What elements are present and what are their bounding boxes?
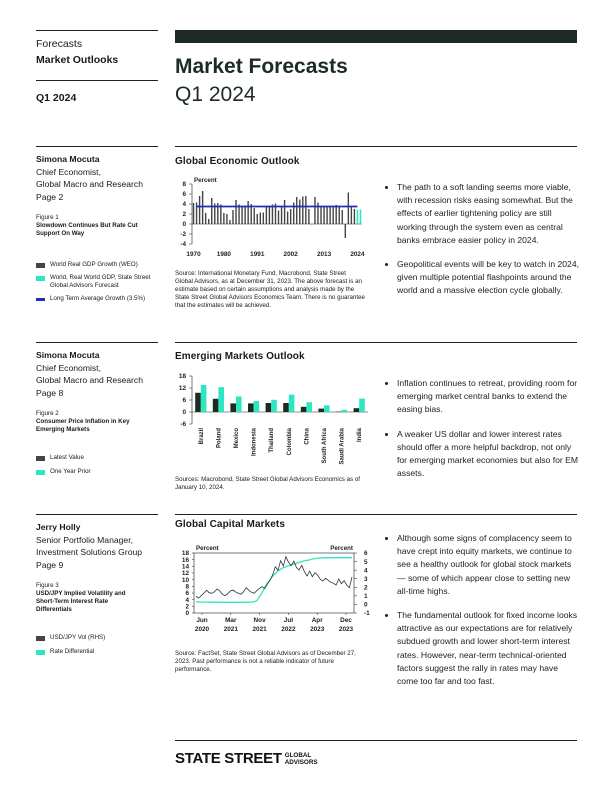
y-tick-label: 2 xyxy=(182,211,186,219)
y2-tick-label: 0 xyxy=(364,601,368,609)
y-tick-label: 2 xyxy=(185,603,189,611)
bar-world-gdp xyxy=(235,200,236,224)
bar-world-gdp xyxy=(302,197,303,225)
top-rule-left xyxy=(36,30,158,31)
y2-tick-label: 2 xyxy=(364,584,368,592)
x-tick-label: Indonesia xyxy=(251,428,258,457)
bar-world-gdp xyxy=(205,213,206,224)
page-ref: Page 9 xyxy=(36,559,64,570)
bar-world-gdp xyxy=(354,209,355,224)
y-tick-label: 18 xyxy=(178,373,186,381)
x-tick-label: 2023 xyxy=(310,626,325,633)
legend-label: Rate Differential xyxy=(50,648,95,655)
page-ref: Page 8 xyxy=(36,387,64,398)
bar-world-gdp xyxy=(326,206,327,224)
y-axis-label: Percent xyxy=(194,177,217,184)
y-axis-label: Percent xyxy=(196,545,219,552)
section3-bullets xyxy=(383,532,581,699)
author-group: Global Macro and Research xyxy=(36,375,143,385)
bar-world-gdp xyxy=(332,208,333,225)
legend-item xyxy=(36,468,161,476)
bar-world-gdp xyxy=(323,207,324,225)
section3-author-block xyxy=(36,521,166,571)
section-label: Forecasts xyxy=(36,38,83,50)
y2-tick-label: 6 xyxy=(364,550,368,558)
bar-world-gdp xyxy=(202,191,203,224)
x-tick-label: Jun xyxy=(196,617,208,624)
y-tick-label: 6 xyxy=(182,191,186,199)
line-usdjpy-vol xyxy=(196,557,352,598)
legend-item xyxy=(36,648,161,656)
bar-one-year-prior xyxy=(289,395,295,412)
legend-label: World Real GDP Growth (WEO) xyxy=(50,261,138,268)
figure2-legend xyxy=(36,454,161,476)
bar-world-gdp xyxy=(308,209,309,224)
bar-one-year-prior xyxy=(306,402,312,412)
legend-label: Long Term Average Growth (3.5%) xyxy=(50,295,146,302)
bar-world-gdp xyxy=(287,212,288,225)
bar-latest-value xyxy=(301,407,307,412)
bar-world-gdp xyxy=(232,210,233,224)
author-group: Investment Solutions Group xyxy=(36,547,143,557)
legend-swatch-teal xyxy=(36,650,45,655)
x-tick-label: 2013 xyxy=(316,251,332,258)
y-tick-label: 14 xyxy=(181,563,189,571)
y-tick-label: 18 xyxy=(181,550,189,558)
author-name: Simona Mocuta xyxy=(36,154,100,164)
y2-tick-label: -1 xyxy=(364,610,370,618)
bar-world-gdp xyxy=(244,206,245,225)
chart3-title: Global Capital Markets xyxy=(175,519,286,530)
chart1-source: Source: International Monetary Fund, Macrobond, State Street Global Advisors, as at December 31, 2023. The above forecast is an estimate based on certain assumptions and analysis made by the State Street Global Advisors Economics Team. There is no guarantee that the estimates will be achieved. xyxy=(175,270,365,309)
chart2-source: Sources: Macrobond, State Street Global Advisors Economics as of January 10, 2024. xyxy=(175,476,361,491)
x-tick-label: Mexico xyxy=(234,428,240,449)
bar-world-gdp xyxy=(229,220,230,224)
page-subtitle: Q1 2024 xyxy=(175,83,256,106)
bar-world-gdp xyxy=(226,214,227,224)
y2-tick-label: 4 xyxy=(364,567,368,575)
legend-label: World, Real World GDP, State Street Global Advisors Forecast xyxy=(50,274,151,289)
x-tick-label: Poland xyxy=(216,428,223,449)
section2-bullets xyxy=(383,377,581,491)
legend-item xyxy=(36,274,161,290)
page-title: Market Forecasts xyxy=(175,55,348,78)
x-tick-label: Saudi Arabia xyxy=(339,428,346,465)
outlook-label: Market Outlooks xyxy=(36,54,119,66)
bar-one-year-prior xyxy=(271,400,277,412)
bullet-item: • Inflation continues to retreat, providing room for emerging market central banks to extend the easing bias. xyxy=(397,377,581,417)
bar-latest-value xyxy=(318,409,324,412)
legend-label: One Year Prior xyxy=(50,468,91,475)
section2-rule-left xyxy=(36,342,158,343)
x-tick-label: 1991 xyxy=(250,251,265,258)
x-tick-label: India xyxy=(357,428,364,443)
rule-left-2 xyxy=(36,80,158,81)
bar-world-gdp xyxy=(299,200,300,225)
x-tick-label: Apr xyxy=(311,617,323,624)
bar-latest-value xyxy=(230,403,236,412)
x-tick-label: Mar xyxy=(225,617,237,624)
legend-swatch-teal xyxy=(36,470,45,475)
x-tick-label: Nov xyxy=(253,617,266,624)
bar-forecast xyxy=(360,210,362,225)
bar-one-year-prior xyxy=(324,405,330,412)
section2-rule-right xyxy=(175,342,577,343)
y-tick-label: 0 xyxy=(182,221,186,229)
figure-title: Consumer Price Inflation in Key Emerging Markets xyxy=(36,418,130,433)
bar-world-gdp xyxy=(266,207,267,224)
bar-one-year-prior xyxy=(342,410,348,412)
bar-world-gdp xyxy=(257,214,258,224)
quarter-label: Q1 2024 xyxy=(36,92,77,104)
footer-logo xyxy=(175,750,318,767)
x-tick-label: 2022 xyxy=(281,626,296,633)
bar-world-gdp xyxy=(260,213,261,225)
x-tick-label: China xyxy=(304,428,311,445)
page-ref: Page 2 xyxy=(36,191,64,202)
x-tick-label: Dec xyxy=(340,617,352,624)
x-tick-label: 1970 xyxy=(186,251,201,258)
y-tick-label: 0 xyxy=(182,409,186,417)
figure-title: Slowdown Continues But Rate Cut Support On Way xyxy=(36,222,138,237)
y-tick-label: 4 xyxy=(185,596,189,604)
bar-world-gdp xyxy=(238,205,239,225)
y-tick-label: -6 xyxy=(180,421,186,429)
bar-world-gdp xyxy=(314,197,315,224)
legend-item xyxy=(36,295,161,303)
legend-swatch-blue xyxy=(36,298,45,301)
y2-tick-label: 5 xyxy=(364,558,368,566)
bar-forecast xyxy=(357,210,359,225)
bar-world-gdp xyxy=(247,201,248,224)
y-tick-label: 6 xyxy=(182,397,186,405)
bar-world-gdp xyxy=(254,208,255,224)
legend-swatch-teal xyxy=(36,276,45,281)
section2-author-block xyxy=(36,349,166,399)
y-tick-label: 4 xyxy=(182,201,186,209)
bar-world-gdp xyxy=(320,207,321,225)
bar-one-year-prior xyxy=(254,401,260,412)
bar-world-gdp xyxy=(348,193,349,225)
x-tick-label: Thailand xyxy=(269,428,276,453)
bar-latest-value xyxy=(266,403,272,412)
bar-one-year-prior xyxy=(236,396,242,412)
footer-rule xyxy=(175,740,577,741)
bar-world-gdp xyxy=(193,203,194,224)
legend-swatch-dark xyxy=(36,636,45,641)
bullet-item: • Although some signs of complacency seem to have crept into equity markets, we continue to see a healthy outlook for global stock markets — some of which appear close to setting new all-time highs. xyxy=(397,532,581,598)
plot-frame xyxy=(194,553,354,613)
bar-world-gdp xyxy=(199,196,200,224)
bar-world-gdp xyxy=(329,207,330,225)
figure1-legend xyxy=(36,261,161,303)
y-tick-label: 16 xyxy=(181,556,189,564)
figure-label: Figure 2 xyxy=(36,410,59,417)
bar-latest-value xyxy=(354,408,360,412)
bar-one-year-prior xyxy=(201,385,207,412)
figure2-caption xyxy=(36,410,151,434)
bar-world-gdp xyxy=(351,207,352,225)
bar-world-gdp xyxy=(208,219,209,224)
section1-rule-right xyxy=(175,146,577,147)
section3-rule-left xyxy=(36,514,158,515)
bar-one-year-prior xyxy=(359,399,365,412)
chart3-source: Source: FactSet, State Street Global Advisors as of December 27, 2023. Past performance is not a reliable indicator of future performance. xyxy=(175,650,356,673)
legend-item xyxy=(36,454,161,462)
legend-label: USD/JPY Vol (RHS) xyxy=(50,634,106,641)
bar-world-gdp xyxy=(211,198,212,224)
bar-world-gdp xyxy=(278,211,279,225)
section1-author-block xyxy=(36,153,166,203)
x-tick-label: 2002 xyxy=(283,251,298,258)
y-tick-label: 8 xyxy=(185,583,189,591)
y-tick-label: 0 xyxy=(185,610,189,618)
header-bar xyxy=(175,30,577,43)
legend-item xyxy=(36,634,161,642)
bar-world-gdp xyxy=(311,224,312,225)
line-rate-differential xyxy=(196,558,352,603)
y-tick-label: 12 xyxy=(181,570,189,578)
bar-world-gdp xyxy=(272,205,273,225)
y-tick-label: 12 xyxy=(178,385,186,393)
author-name: Jerry Holly xyxy=(36,522,81,532)
y-tick-label: 10 xyxy=(181,576,189,584)
author-group: Global Macro and Research xyxy=(36,179,143,189)
bar-latest-value xyxy=(248,403,254,412)
figure3-caption xyxy=(36,582,144,614)
chart3-svg xyxy=(172,543,378,635)
brand-sub xyxy=(285,752,318,766)
bar-latest-value xyxy=(213,399,219,412)
author-role: Chief Economist, xyxy=(36,362,101,373)
y2-tick-label: 1 xyxy=(364,593,368,601)
author-name: Simona Mocuta xyxy=(36,350,100,360)
bar-world-gdp xyxy=(339,206,340,224)
figure-label: Figure 1 xyxy=(36,214,59,221)
figure3-legend xyxy=(36,634,161,656)
section1-rule-left xyxy=(36,146,158,147)
bar-world-gdp xyxy=(284,200,285,224)
bar-world-gdp xyxy=(263,213,264,225)
legend-swatch-dark xyxy=(36,456,45,461)
figure-label: Figure 3 xyxy=(36,582,59,589)
bar-world-gdp xyxy=(269,207,270,224)
bar-latest-value xyxy=(195,393,201,412)
bar-world-gdp xyxy=(241,207,242,225)
legend-label: Latest Value xyxy=(50,454,84,461)
x-tick-label: Jul xyxy=(283,617,294,624)
section1-bullets xyxy=(383,181,581,309)
chart2-title: Emerging Markets Outlook xyxy=(175,351,305,362)
x-tick-label: South Africa xyxy=(322,428,328,464)
x-tick-label: Brazil xyxy=(198,428,205,445)
y2-axis-label: Percent xyxy=(330,545,353,552)
author-role: Chief Economist, xyxy=(36,166,101,177)
brand-sub-line: GLOBAL xyxy=(284,751,312,759)
bar-latest-value xyxy=(283,403,289,412)
x-tick-label: 2023 xyxy=(338,626,354,633)
chart2-svg xyxy=(172,368,372,468)
bar-world-gdp xyxy=(296,197,297,224)
bar-world-gdp xyxy=(281,206,282,224)
y-tick-label: 6 xyxy=(185,590,189,598)
y-tick-label: -4 xyxy=(180,241,186,249)
x-tick-label: Colombia xyxy=(286,428,293,456)
brand-name: STATE STREET xyxy=(175,750,282,767)
y-tick-label: -2 xyxy=(180,231,186,239)
bullet-item: • A weaker US dollar and lower interest rates should offer a more helpful backdrop, not only for emerging market economies but also for EM assets. xyxy=(397,428,581,481)
x-tick-label: 2021 xyxy=(252,626,267,633)
x-tick-label: 2024 xyxy=(350,251,365,258)
bar-world-gdp xyxy=(342,210,343,224)
bar-world-gdp xyxy=(220,205,221,225)
x-tick-label: 2020 xyxy=(194,626,210,633)
brand-sub-line: ADVISORS xyxy=(284,758,318,766)
bar-one-year-prior xyxy=(218,387,224,412)
bullet-item: • The path to a soft landing seems more viable, with recession risks easing somewhat. But the effects of earlier tightening policy are still working through the system even as central banks embrace easier policy in 2024. xyxy=(397,181,581,247)
section3-rule-right xyxy=(175,514,577,515)
chart1-svg xyxy=(172,172,368,260)
legend-swatch-dark xyxy=(36,263,45,268)
bar-world-gdp xyxy=(335,205,336,224)
figure1-caption xyxy=(36,214,148,238)
chart1-title: Global Economic Outlook xyxy=(175,156,300,167)
x-tick-label: 2021 xyxy=(223,626,238,633)
bullet-item: • The fundamental outlook for fixed income looks attractive as our expectations are for relatively subdued growth and lower short-term interest rates. However, near-term technical-oriented factors suggest the rally in rates may have come too far and too fast. xyxy=(397,609,581,688)
figure-title: USD/JPY Implied Volatility and Short-Term Interest Rate Differentials xyxy=(36,590,126,613)
bar-world-gdp xyxy=(345,224,346,238)
x-tick-label: 1980 xyxy=(216,251,231,258)
y-tick-label: 8 xyxy=(182,181,186,189)
y2-tick-label: 3 xyxy=(364,575,368,583)
legend-item xyxy=(36,261,161,269)
author-role: Senior Portfolio Manager, xyxy=(36,534,133,545)
bullet-item: • Geopolitical events will be key to watch in 2024, given multiple potential flashpoints around the world and a massive election cycle globally. xyxy=(397,258,581,298)
bar-world-gdp xyxy=(290,209,291,224)
bar-world-gdp xyxy=(305,196,306,224)
bar-world-gdp xyxy=(223,213,224,224)
